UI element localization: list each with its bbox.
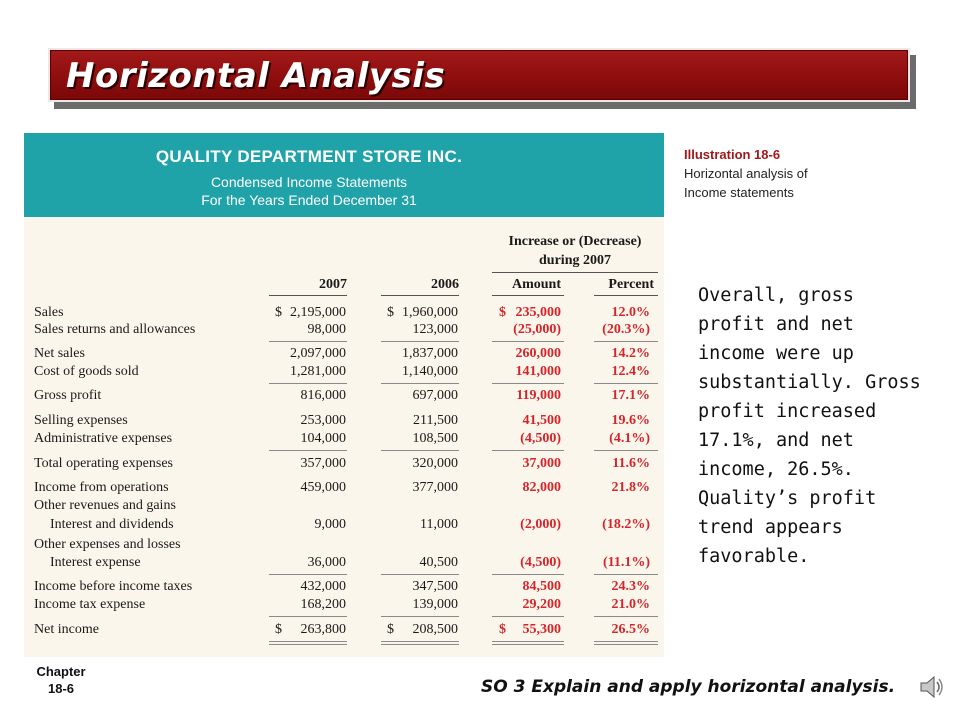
change-amount: 119,000 bbox=[516, 388, 561, 403]
row-label: Administrative expenses bbox=[34, 431, 173, 446]
slide-title: Horizontal Analysis bbox=[66, 56, 446, 96]
commentary-line: substantially. Gross bbox=[698, 372, 921, 393]
subtotal-rule bbox=[594, 383, 658, 384]
total-double-rule bbox=[594, 641, 658, 642]
col-2007-rule bbox=[269, 295, 347, 296]
illustration-number: Illustration 18-6 bbox=[684, 147, 781, 162]
col-2006-rule bbox=[381, 295, 459, 296]
change-percent: (20.3%) bbox=[602, 322, 650, 337]
change-percent: 11.6% bbox=[612, 456, 650, 471]
table-row bbox=[24, 578, 664, 596]
table-row bbox=[24, 596, 664, 614]
dollar-sign: $ bbox=[499, 622, 506, 637]
table-row bbox=[24, 387, 664, 405]
subtotal-rule bbox=[269, 383, 347, 384]
row-label: Sales returns and allowances bbox=[34, 322, 196, 337]
change-percent: 17.1% bbox=[611, 388, 650, 403]
change-amount: 82,000 bbox=[522, 480, 561, 495]
change-amount: 84,500 bbox=[522, 579, 561, 594]
value-2006: 697,000 bbox=[412, 388, 458, 403]
value-2006: 347,500 bbox=[412, 579, 458, 594]
row-label: Interest expense bbox=[50, 555, 141, 570]
subtotal-rule bbox=[594, 450, 658, 451]
table-row bbox=[24, 430, 664, 448]
dollar-sign: $ bbox=[387, 622, 394, 637]
value-2006: 377,000 bbox=[412, 480, 458, 495]
commentary-line: income were up bbox=[698, 343, 854, 364]
value-2007: 253,000 bbox=[300, 413, 346, 428]
change-amount: (2,000) bbox=[520, 517, 561, 532]
subtotal-rule bbox=[594, 341, 658, 342]
value-2007: 9,000 bbox=[314, 517, 346, 532]
row-label: Total operating expenses bbox=[34, 456, 173, 471]
value-2007: 36,000 bbox=[307, 555, 346, 570]
value-2006: 1,837,000 bbox=[402, 346, 458, 361]
chapter-number: 18-6 bbox=[47, 681, 75, 696]
table-row bbox=[24, 621, 664, 639]
total-double-rule bbox=[381, 644, 459, 645]
dollar-sign: $ bbox=[275, 622, 282, 637]
change-header-line2: during 2007 bbox=[539, 253, 611, 268]
row-label: Interest and dividends bbox=[50, 517, 174, 532]
value-2006: 320,000 bbox=[412, 456, 458, 471]
subtotal-rule bbox=[269, 574, 347, 575]
commentary-line: Quality’s profit bbox=[698, 488, 877, 509]
table-row bbox=[24, 321, 664, 339]
total-double-rule bbox=[269, 641, 347, 642]
change-amount: 235,000 bbox=[515, 305, 561, 320]
row-label: Income before income taxes bbox=[34, 579, 193, 594]
value-2006: 40,500 bbox=[419, 555, 458, 570]
change-amount: (4,500) bbox=[520, 431, 561, 446]
change-amount: 41,500 bbox=[522, 413, 561, 428]
commentary-line: profit and net bbox=[698, 314, 854, 335]
subtotal-rule bbox=[269, 341, 347, 342]
value-2007: 2,097,000 bbox=[290, 346, 346, 361]
speaker-icon[interactable] bbox=[918, 674, 946, 700]
change-amount: 55,300 bbox=[522, 622, 561, 637]
change-amount: 141,000 bbox=[515, 364, 561, 379]
change-percent: (11.1%) bbox=[602, 555, 650, 570]
commentary-line: trend appears bbox=[698, 517, 843, 538]
table-row bbox=[24, 497, 664, 515]
change-percent: 21.8% bbox=[611, 480, 650, 495]
total-double-rule bbox=[492, 644, 564, 645]
statement-period: For the Years Ended December 31 bbox=[201, 192, 417, 208]
total-double-rule bbox=[269, 644, 347, 645]
table-row bbox=[24, 479, 664, 497]
dollar-sign: $ bbox=[387, 305, 394, 320]
subtotal-rule bbox=[381, 341, 459, 342]
table-row bbox=[24, 516, 664, 534]
value-2006: 11,000 bbox=[420, 517, 458, 532]
subtotal-rule bbox=[492, 341, 564, 342]
col-percent-header: Percent bbox=[608, 277, 654, 292]
col-2006-header: 2006 bbox=[431, 277, 459, 292]
value-2007: 2,195,000 bbox=[290, 305, 346, 320]
change-percent: 26.5% bbox=[611, 622, 650, 637]
value-2006: 1,140,000 bbox=[402, 364, 458, 379]
change-amount: 260,000 bbox=[515, 346, 561, 361]
value-2007: 98,000 bbox=[307, 322, 346, 337]
subtotal-rule bbox=[381, 574, 459, 575]
row-label: Net income bbox=[34, 622, 99, 637]
chapter-label bbox=[30, 663, 92, 697]
table-row bbox=[24, 536, 664, 554]
subtotal-rule bbox=[269, 450, 347, 451]
company-name: QUALITY DEPARTMENT STORE INC. bbox=[155, 147, 463, 166]
value-2007: 357,000 bbox=[300, 456, 346, 471]
col-2007-header: 2007 bbox=[319, 277, 347, 292]
commentary-line: income, 26.5%. bbox=[698, 459, 854, 480]
commentary-line: Overall, gross bbox=[698, 285, 854, 306]
study-objective: SO 3 Explain and apply horizontal analysis. bbox=[481, 677, 896, 697]
change-amount: (25,000) bbox=[513, 322, 561, 337]
col-amount-header: Amount bbox=[511, 277, 561, 292]
col-amount-rule bbox=[492, 295, 564, 296]
change-header-rule bbox=[492, 272, 658, 273]
table-row bbox=[24, 554, 664, 572]
row-label: Gross profit bbox=[34, 388, 102, 403]
value-2007: 168,200 bbox=[300, 597, 346, 612]
illustration-caption-line1: Horizontal analysis of bbox=[684, 166, 808, 181]
chapter-word: Chapter bbox=[36, 664, 86, 679]
table-row bbox=[24, 412, 664, 430]
row-label: Selling expenses bbox=[34, 413, 128, 428]
value-2006: 139,000 bbox=[412, 597, 458, 612]
value-2007: 263,800 bbox=[300, 622, 346, 637]
analysis-commentary bbox=[698, 281, 928, 571]
change-percent: (18.2%) bbox=[602, 517, 650, 532]
value-2007: 459,000 bbox=[300, 480, 346, 495]
value-2006: 108,500 bbox=[412, 431, 458, 446]
change-amount: 37,000 bbox=[522, 456, 561, 471]
row-label: Net sales bbox=[34, 346, 85, 361]
change-header-line1: Increase or (Decrease) bbox=[508, 234, 642, 249]
table-row bbox=[24, 455, 664, 473]
subtotal-rule bbox=[492, 450, 564, 451]
dollar-sign: $ bbox=[499, 305, 506, 320]
subtotal-rule bbox=[381, 383, 459, 384]
row-label: Sales bbox=[34, 305, 64, 320]
row-label: Income from operations bbox=[34, 480, 169, 495]
value-2006: 123,000 bbox=[412, 322, 458, 337]
subtotal-rule bbox=[381, 450, 459, 451]
value-2007: 816,000 bbox=[300, 388, 346, 403]
value-2006: 211,500 bbox=[413, 413, 458, 428]
value-2007: 1,281,000 bbox=[290, 364, 346, 379]
value-2007: 104,000 bbox=[300, 431, 346, 446]
statement-header bbox=[24, 133, 664, 217]
value-2006: 208,500 bbox=[412, 622, 458, 637]
table-row bbox=[24, 363, 664, 381]
subtotal-rule bbox=[594, 574, 658, 575]
commentary-line: 17.1%, and net bbox=[698, 430, 854, 451]
change-percent: (4.1%) bbox=[609, 431, 650, 446]
change-amount: (4,500) bbox=[520, 555, 561, 570]
change-percent: 19.6% bbox=[611, 413, 650, 428]
illustration-caption-line2: Income statements bbox=[684, 185, 794, 200]
row-label: Other revenues and gains bbox=[34, 498, 176, 513]
change-percent: 21.0% bbox=[611, 597, 650, 612]
row-label: Cost of goods sold bbox=[34, 364, 139, 379]
row-label: Income tax expense bbox=[34, 597, 146, 612]
change-percent: 24.3% bbox=[611, 579, 650, 594]
commentary-line: favorable. bbox=[698, 546, 810, 567]
table-row bbox=[24, 345, 664, 363]
subtotal-rule bbox=[381, 616, 459, 617]
table-row bbox=[24, 304, 664, 322]
dollar-sign: $ bbox=[275, 305, 282, 320]
statement-title: Condensed Income Statements bbox=[210, 174, 408, 190]
subtotal-rule bbox=[492, 383, 564, 384]
total-double-rule bbox=[594, 644, 658, 645]
subtotal-rule bbox=[269, 616, 347, 617]
row-label: Other expenses and losses bbox=[34, 537, 181, 552]
value-2007: 432,000 bbox=[300, 579, 346, 594]
income-statement-table bbox=[24, 217, 664, 657]
value-2006: 1,960,000 bbox=[402, 305, 458, 320]
change-percent: 12.4% bbox=[611, 364, 650, 379]
total-double-rule bbox=[492, 641, 564, 642]
total-double-rule bbox=[381, 641, 459, 642]
change-percent: 12.0% bbox=[611, 305, 650, 320]
change-amount: 29,200 bbox=[522, 597, 561, 612]
col-percent-rule bbox=[594, 295, 658, 296]
subtotal-rule bbox=[492, 574, 564, 575]
subtotal-rule bbox=[594, 616, 658, 617]
commentary-line: profit increased bbox=[698, 401, 877, 422]
change-percent: 14.2% bbox=[611, 346, 650, 361]
subtotal-rule bbox=[492, 616, 564, 617]
